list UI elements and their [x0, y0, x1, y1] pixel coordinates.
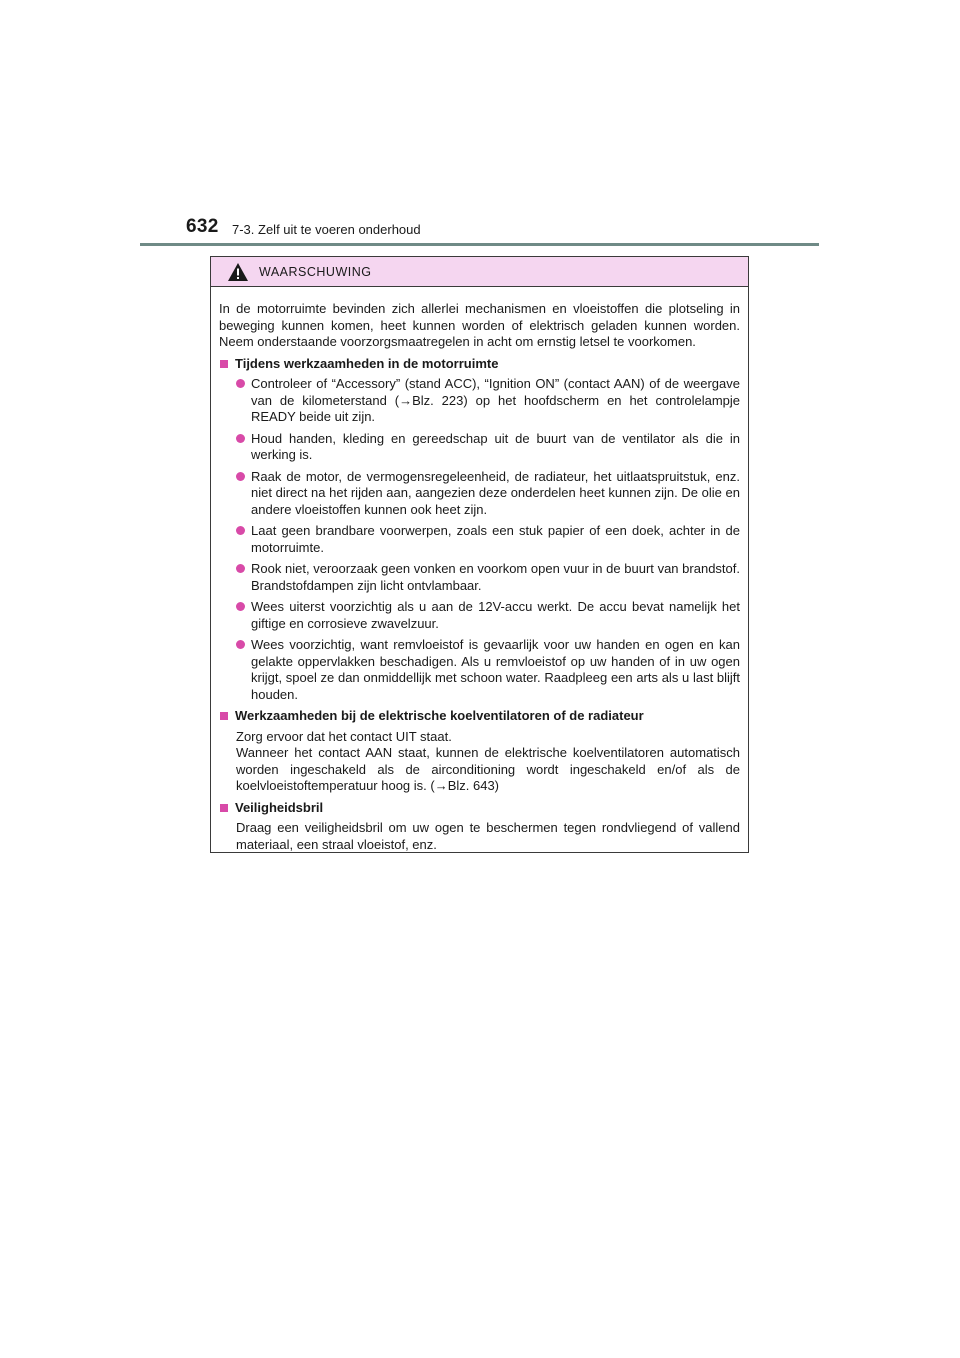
warning-intro: In de motorruimte bevinden zich allerlei mechanismen en vloeistoffen die plotseling in beweging kunnen komen, heet kunnen worden of elektrisch geladen kunnen worden. Neem onderstaande voorzorgsmaatregelen in acht om ernstig letsel te voorkomen.: [219, 301, 740, 349]
round-bullet-icon: [236, 602, 245, 611]
paragraph: Zorg ervoor dat het contact UIT staat.: [236, 728, 452, 744]
section-heading: Veiligheidsbril: [219, 800, 740, 817]
section-heading: Werkzaamheden bij de elektrische koelventilatoren of de radiateur: [219, 708, 740, 725]
warning-body: [211, 287, 748, 853]
section-title: 7-3. Zelf uit te voeren onderhoud: [232, 222, 421, 237]
warning-title: WAARSCHUWING: [259, 264, 372, 279]
section-heading: Tijdens werkzaamheden in de motorruimte: [219, 356, 740, 373]
round-bullet-icon: [236, 564, 245, 573]
paragraph: Draag een veiligheidsbril om uw ogen te beschermen tegen rondvliegend of vallend materiaal, een straal vloeistof, enz.: [236, 820, 740, 852]
warning-triangle-icon: [227, 262, 249, 282]
list-item: Wees voorzichtig, want remvloeistof is gevaarlijk voor uw handen en ogen en kan gelakte oppervlakken beschadigen. Als u remvloeistof op uw handen of in uw ogen krijgt, spoel ze dan onmiddellijk met schoon water. Raadpleeg een arts als u last blijft houden.: [236, 637, 740, 703]
round-bullet-icon: [236, 472, 245, 481]
warning-box: [210, 256, 749, 853]
page-number: 632: [186, 216, 219, 237]
round-bullet-icon: [236, 526, 245, 535]
list-item: Rook niet, veroorzaak geen vonken en voorkom open vuur in de buurt van brandstof. Brandstofdampen zijn licht ontvlambaar.: [236, 561, 740, 594]
paragraph: Wanneer het contact AAN staat, kunnen de elektrische koelventilatoren automatisch worden ingeschakeld als de airconditioning wordt ingeschakeld en/of als de koelvloeistoftemperatuur hoog is. (→Blz. 643): [236, 745, 740, 793]
list-item: Controleer of “Accessory” (stand ACC), “Ignition ON” (contact AAN) of de weergave van de kilometerstand (→Blz. 223) op het hoofdscherm en het controlelampje READY beide uit zijn.: [236, 376, 740, 426]
header-rule: [140, 243, 819, 246]
round-bullet-icon: [236, 434, 245, 443]
round-bullet-icon: [236, 640, 245, 649]
list-item: Laat geen brandbare voorwerpen, zoals een stuk papier of een doek, achter in de motorruimte.: [236, 523, 740, 556]
square-bullet-icon: [220, 360, 228, 368]
list-item: Houd handen, kleding en gereedschap uit de buurt van de ventilator als die in werking is.: [236, 431, 740, 464]
list-item: Raak de motor, de vermogensregeleenheid, de radiateur, het uitlaatspruitstuk, enz. niet direct na het rijden aan, aangezien deze onderdelen heet kunnen zijn. De olie en andere vloeistoffen kunnen ook heet zijn.: [236, 469, 740, 519]
list-item: Wees uiterst voorzichtig als u aan de 12V-accu werkt. De accu bevat namelijk het giftige en corrosieve zwavelzuur.: [236, 599, 740, 632]
square-bullet-icon: [220, 804, 228, 812]
warning-header: [211, 257, 748, 287]
square-bullet-icon: [220, 712, 228, 720]
round-bullet-icon: [236, 379, 245, 388]
